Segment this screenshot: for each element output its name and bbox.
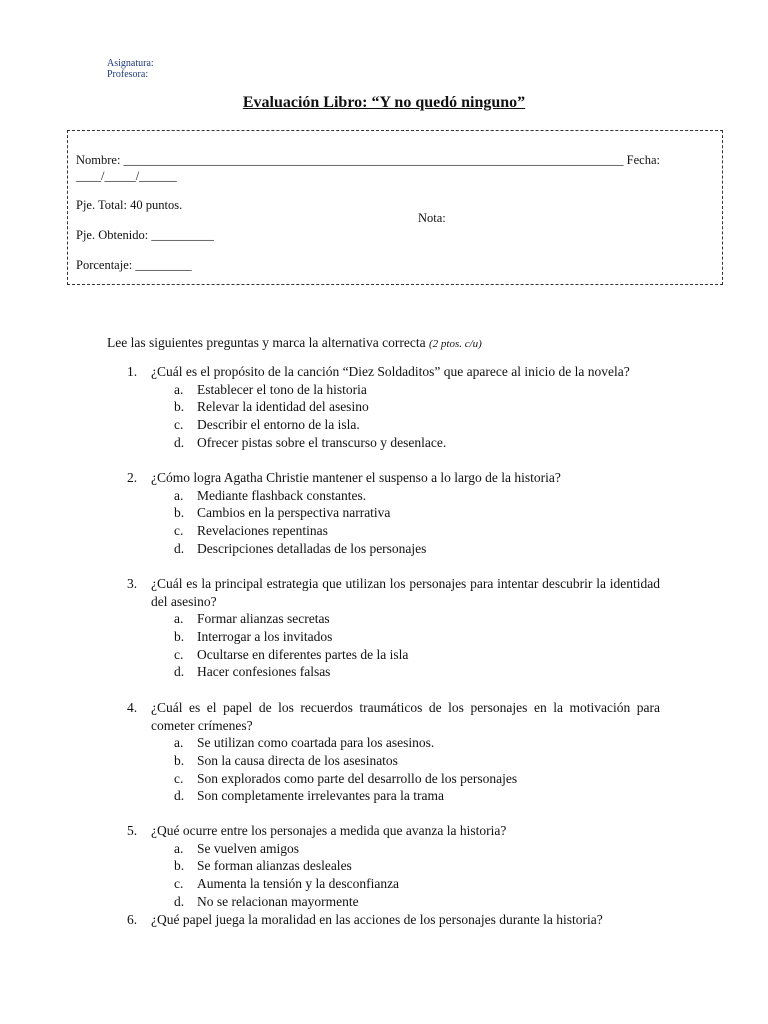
option-letter: a.: [174, 381, 184, 397]
question-text: ¿Qué ocurre entre los personajes a medida que avanza la historia?: [151, 823, 507, 838]
question-text: ¿Cuál es el papel de los recuerdos traumáticos de los personajes en la motivación para cometer crímenes?: [151, 700, 660, 733]
option-text: No se relacionan mayormente: [197, 893, 359, 909]
option-text: Aumenta la tensión y la desconfianza: [197, 876, 400, 892]
option-c[interactable]: [127, 416, 660, 434]
option-letter: d.: [174, 664, 185, 680]
option-c[interactable]: [127, 646, 660, 664]
option-text: Revelaciones repentinas: [197, 523, 328, 539]
option-text: Interrogar a los invitados: [197, 628, 333, 644]
option-text: Ocultarse en diferentes partes de la isla: [197, 646, 409, 662]
subject-label: Asignatura:: [107, 58, 154, 69]
option-letter: c.: [174, 523, 184, 539]
option-text: Descripciones detalladas de los personajes: [197, 540, 427, 556]
option-text: Se vuelven amigos: [197, 840, 299, 856]
option-b[interactable]: [127, 628, 660, 646]
option-a[interactable]: [127, 487, 660, 505]
option-letter: d.: [174, 434, 185, 450]
question-number: 6.: [127, 912, 138, 927]
instructions-points: (2 ptos. c/u): [428, 338, 482, 350]
option-d[interactable]: [127, 663, 660, 681]
option-a[interactable]: [127, 840, 660, 858]
date-field-line[interactable]: ____/_____/______: [76, 169, 177, 183]
option-letter: a.: [174, 487, 184, 503]
teacher-label: Profesora:: [107, 69, 149, 80]
option-text: Cambios en la perspectiva narrativa: [197, 505, 391, 521]
option-d[interactable]: [127, 893, 660, 911]
option-text: Se utilizan como coartada para los asesinos.: [197, 735, 435, 750]
option-letter: b.: [174, 399, 185, 415]
option-text: Ofrecer pistas sobre el transcurso y desenlace.: [197, 434, 447, 450]
question-text: ¿Qué papel juega la moralidad en las acciones de los personajes durante la historia?: [151, 912, 603, 927]
option-text: Establecer el tono de la historia: [197, 381, 367, 397]
instructions: [107, 335, 482, 351]
option-letter: a.: [174, 840, 184, 856]
option-d[interactable]: [127, 787, 660, 805]
option-text: Son explorados como parte del desarrollo de los personajes: [197, 770, 518, 786]
total-points: Pje. Total: 40 puntos.: [76, 198, 183, 212]
percentage-field[interactable]: Porcentaje: _________: [76, 258, 192, 272]
option-letter: a.: [174, 735, 184, 750]
option-d[interactable]: [127, 540, 660, 558]
option-b[interactable]: [127, 752, 660, 770]
header-meta: [107, 58, 154, 80]
question-6: [127, 911, 660, 929]
question-number: 5.: [127, 823, 138, 838]
question-4: [127, 699, 660, 805]
option-b[interactable]: [127, 398, 660, 416]
option-b[interactable]: [127, 857, 660, 875]
option-b[interactable]: [127, 504, 660, 522]
option-text: Mediante flashback constantes.: [197, 487, 367, 503]
question-text: ¿Cómo logra Agatha Christie mantener el suspenso a lo largo de la historia?: [151, 470, 561, 485]
name-field-line[interactable]: Nombre: ________________________________________________________________________________ Fecha:: [76, 153, 661, 167]
option-letter: c.: [174, 646, 184, 662]
instructions-text: Lee las siguientes preguntas y marca la alternativa correcta: [107, 335, 429, 350]
option-text: Hacer confesiones falsas: [197, 664, 331, 680]
question-text: ¿Cuál es la principal estrategia que utilizan los personajes para intentar descubrir la identidad del asesino?: [151, 576, 660, 609]
option-letter: b.: [174, 628, 185, 644]
grade-label: Nota:: [418, 211, 446, 225]
option-letter: c.: [174, 417, 184, 433]
option-letter: b.: [174, 858, 185, 874]
question-5: [127, 822, 660, 911]
question-3: [127, 575, 660, 681]
option-text: Relevar la identidad del asesino: [197, 399, 369, 415]
option-text: Se forman alianzas desleales: [197, 858, 352, 874]
question-text: ¿Cuál es el propósito de la canción “Diez Soldaditos” que aparece al inicio de la novela?: [151, 364, 630, 379]
option-a[interactable]: [127, 734, 660, 752]
option-a[interactable]: [127, 381, 660, 399]
option-letter: b.: [174, 752, 185, 768]
option-text: Describir el entorno de la isla.: [197, 417, 360, 433]
option-letter: a.: [174, 611, 184, 626]
option-letter: d.: [174, 893, 185, 909]
option-d[interactable]: [127, 434, 660, 452]
option-a[interactable]: [127, 610, 660, 628]
option-letter: c.: [174, 770, 184, 786]
option-letter: d.: [174, 788, 185, 804]
option-text: Son completamente irrelevantes para la trama: [197, 788, 445, 804]
student-info-box: [67, 130, 723, 285]
option-c[interactable]: [127, 770, 660, 788]
option-text: Formar alianzas secretas: [197, 611, 330, 626]
question-number: 1.: [127, 364, 138, 379]
option-c[interactable]: [127, 875, 660, 893]
question-number: 4.: [127, 700, 138, 715]
option-text: Son la causa directa de los asesinatos: [197, 752, 398, 768]
obtained-points-field[interactable]: Pje. Obtenido: __________: [76, 228, 214, 242]
option-letter: d.: [174, 540, 185, 556]
question-2: [127, 469, 660, 558]
option-letter: b.: [174, 505, 185, 521]
question-1: [127, 363, 660, 452]
option-letter: c.: [174, 876, 184, 892]
question-number: 2.: [127, 470, 138, 485]
page-title: Evaluación Libro: “Y no quedó ninguno”: [242, 94, 526, 111]
question-number: 3.: [127, 576, 138, 591]
option-c[interactable]: [127, 522, 660, 540]
